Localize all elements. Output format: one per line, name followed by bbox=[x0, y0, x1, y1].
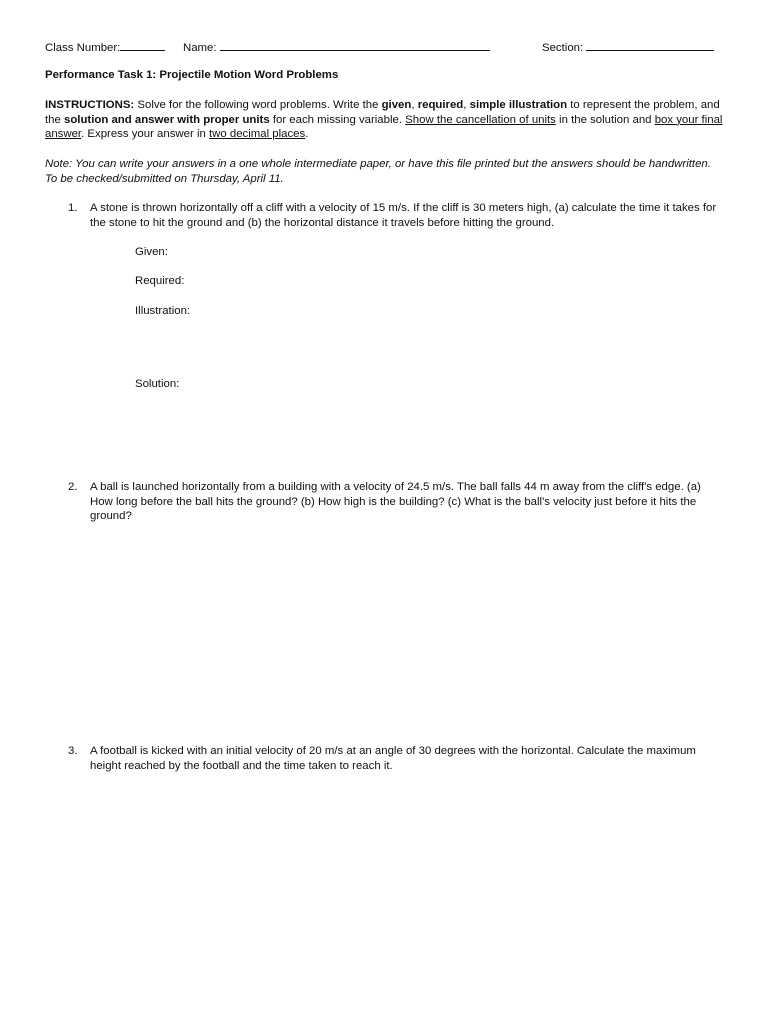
solution-label: Solution: bbox=[135, 378, 180, 390]
question-number: 2. bbox=[68, 481, 78, 493]
name-blank[interactable] bbox=[220, 39, 490, 51]
question-text: A football is kicked with an initial velocity of 20 m/s at an angle of 30 degrees with the horizontal. Calculate the maximum height reached by the football and the time taken to reach it. bbox=[90, 745, 696, 772]
instructions-text: , bbox=[411, 99, 418, 111]
class-number-field bbox=[45, 39, 165, 56]
instructions-box-answer: box your final answer bbox=[45, 113, 723, 141]
instructions-text: Solve for the following word problems. Write the bbox=[134, 99, 382, 111]
instructions-text: in the solution and bbox=[555, 113, 655, 126]
name-label: Name: bbox=[183, 42, 217, 54]
instructions-text: . Express your answer in bbox=[81, 128, 209, 141]
section-field bbox=[542, 39, 714, 56]
instructions-text: for each missing variable. bbox=[269, 113, 406, 126]
student-info-header bbox=[45, 39, 725, 55]
instructions-cancellation: Show the cancellation of units bbox=[405, 113, 556, 126]
name-field bbox=[183, 39, 490, 56]
given-label: Given: bbox=[135, 246, 168, 258]
instructions-paragraph bbox=[45, 98, 725, 142]
class-number-blank[interactable] bbox=[120, 39, 165, 51]
class-number-label: Class Number: bbox=[45, 42, 121, 54]
instructions-given: given bbox=[381, 99, 412, 111]
question-text: A ball is launched horizontally from a building with a velocity of 24.5 m/s. The ball falls 44 m away from the cliff's edge. (a) How long before the ball hits the ground? (b) How high is the building? (c) What is the ball's velocity just before it hits the ground? bbox=[90, 481, 701, 523]
section-label: Section: bbox=[542, 42, 584, 54]
question-text: A stone is thrown horizontally off a cliff with a velocity of 15 m/s. If the cliff is 30 meters high, (a) calculate the time it takes for the stone to hit the ground and (b) the horizontal distance it travels before hitting the ground. bbox=[90, 202, 717, 229]
instructions-lead: INSTRUCTIONS: bbox=[45, 99, 135, 111]
required-label: Required: bbox=[135, 275, 185, 287]
instructions-required: required bbox=[417, 99, 464, 111]
instructions-decimal-places: two decimal places bbox=[208, 128, 306, 141]
submission-note: Note: You can write your answers in a one whole intermediate paper, or have this file printed but the answers should be handwritten. To be checked/submitted on Thursday, April 11. bbox=[45, 158, 711, 185]
instructions-text: to represent the problem, and the bbox=[45, 99, 720, 126]
instructions-text: , bbox=[463, 99, 470, 111]
section-blank[interactable] bbox=[586, 39, 714, 51]
question-number: 3. bbox=[68, 745, 78, 757]
instructions-illustration: simple illustration bbox=[469, 99, 568, 111]
illustration-label: Illustration: bbox=[135, 305, 191, 317]
instructions-text: . bbox=[305, 128, 309, 141]
question-number: 1. bbox=[68, 202, 78, 214]
instructions-solution: solution and answer with proper units bbox=[64, 113, 270, 126]
page-title: Performance Task 1: Projectile Motion Word Problems bbox=[45, 69, 339, 81]
